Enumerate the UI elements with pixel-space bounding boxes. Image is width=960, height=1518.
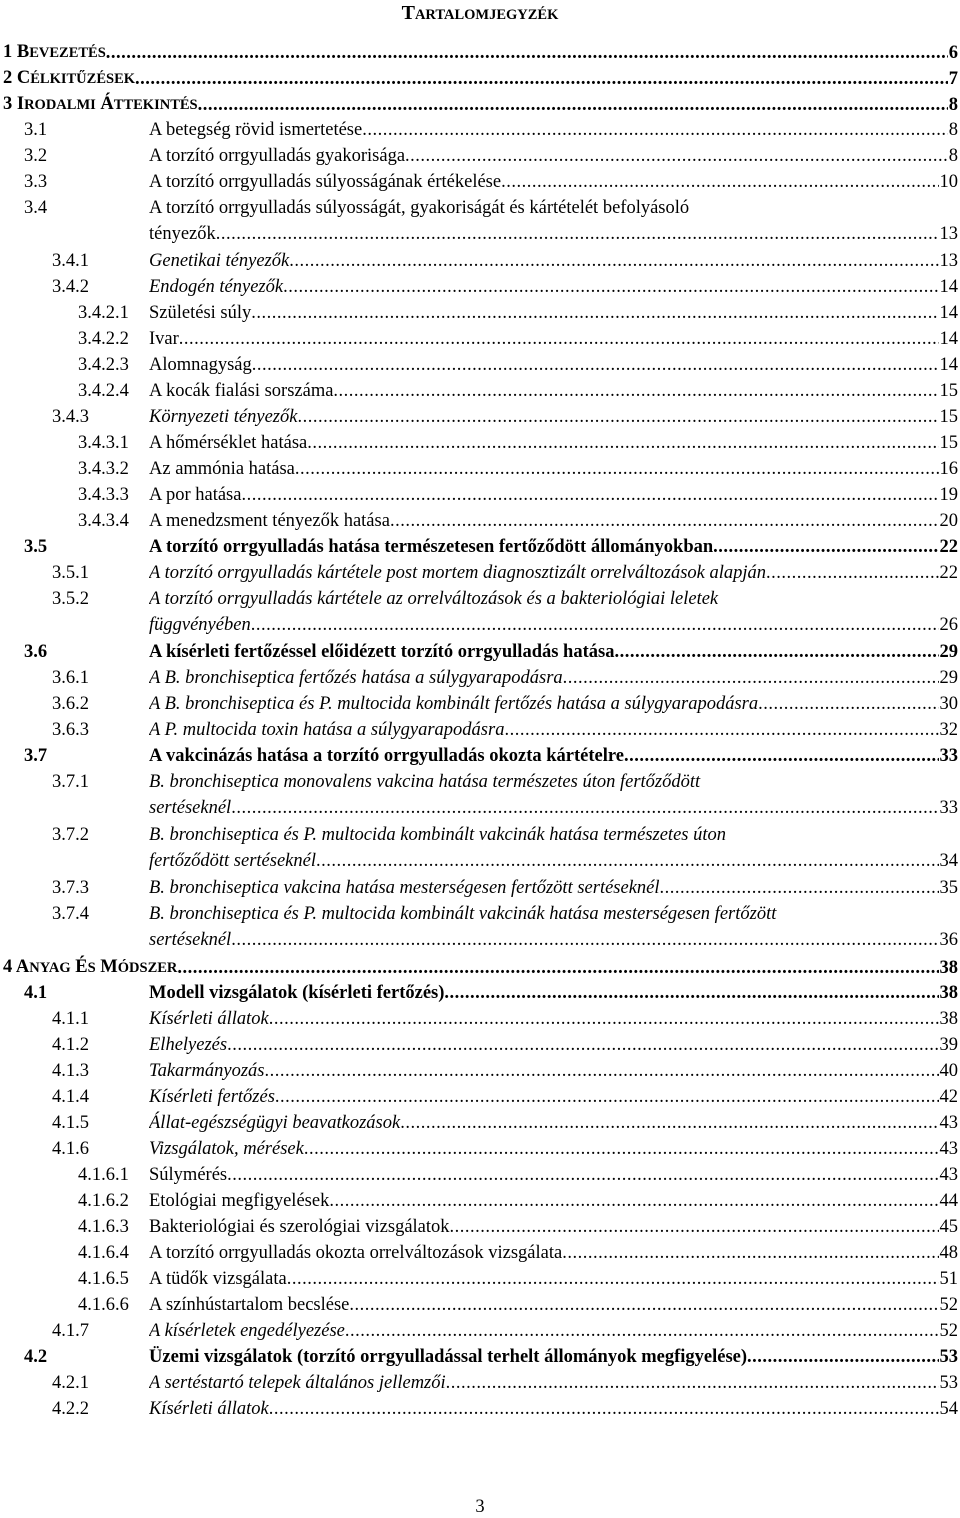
toc-entry-page: 29 (939, 668, 958, 688)
toc-entry-number: 3 (3, 94, 13, 114)
toc-entry-title: Kísérleti fertőzés (149, 1087, 275, 1107)
dot-leader (333, 378, 938, 404)
toc-entry-page: 32 (939, 720, 958, 740)
toc-entry-title: A torzító orrgyulladás hatása természetesen fertőződött állományokban (149, 537, 714, 557)
toc-entry[interactable] (0, 1032, 960, 1058)
toc-entry-number: 4.1.6.1 (78, 1165, 129, 1185)
toc-entry-title: Alomnagyság (149, 355, 252, 375)
toc-entry-page: 34 (939, 851, 958, 871)
dot-leader (660, 875, 939, 901)
dot-leader (562, 1240, 938, 1266)
toc-entry-number: 4.2 (24, 1347, 48, 1367)
toc-entry-title: A betegség rövid ismertetése (149, 120, 363, 140)
dot-leader (614, 639, 938, 665)
toc-entry-number: 3.6.2 (52, 694, 89, 714)
toc-entry-number: 1 (3, 42, 13, 62)
toc-entry-number: 4.1.6.2 (78, 1191, 129, 1211)
toc-entry-title: Bakteriológiai és szerológiai vizsgálatok (149, 1217, 450, 1237)
dot-leader (766, 560, 938, 586)
toc-entry-title: Etológiai megfigyelések (149, 1191, 330, 1211)
toc-entry-title: A torzító orrgyulladás gyakorisága (149, 146, 406, 166)
toc-entry-page: 39 (939, 1035, 958, 1055)
toc-entry-title (3, 91, 198, 118)
toc-entry-title: A színhústartalom becslése (149, 1295, 350, 1315)
dot-leader (241, 482, 938, 508)
toc-entry-title: Az ammónia hatása (149, 459, 295, 479)
toc-entry[interactable] (0, 1266, 960, 1292)
toc-entry-title: A kísérletek engedélyezése (149, 1321, 345, 1341)
toc-entry-title: sertéseknél (149, 930, 232, 950)
dot-leader (231, 795, 938, 821)
toc-entry-number: 3.7.1 (52, 772, 89, 792)
toc-entry-page: 51 (939, 1269, 958, 1289)
toc-entry-title: tényezők (149, 224, 216, 244)
dot-leader (287, 1266, 939, 1292)
toc-entry-page: 19 (939, 485, 958, 505)
toc-entry-title: A vakcinázás hatása a torzító orrgyulladás okozta kártételre (149, 746, 624, 766)
toc-entry[interactable] (0, 586, 960, 639)
toc-entry-number: 3.1 (24, 120, 48, 140)
toc-entry-page: 13 (939, 224, 958, 244)
dot-leader (747, 1344, 938, 1370)
dot-leader (329, 1188, 938, 1214)
toc-entry-page: 30 (939, 694, 958, 714)
toc-entry[interactable] (0, 1292, 960, 1318)
dot-leader (283, 274, 938, 300)
toc-entry-title (3, 954, 177, 981)
dot-leader (405, 143, 948, 169)
dot-leader (106, 40, 948, 66)
toc-entry[interactable] (0, 117, 960, 143)
toc-entry-number: 4.1.7 (52, 1321, 89, 1341)
toc-entry-title-text: ANYAG ÉS MÓDSZER (15, 957, 178, 977)
toc-entry-page: 45 (939, 1217, 958, 1237)
toc-entry-number: 3.4.3 (52, 407, 89, 427)
toc-entry-page: 10 (939, 172, 958, 192)
dot-leader (179, 326, 939, 352)
toc-entry-page: 43 (939, 1139, 958, 1159)
dot-leader (231, 927, 938, 953)
toc-entry-number: 4.2.1 (52, 1373, 89, 1393)
toc-entry-number: 3.6.3 (52, 720, 89, 740)
page-title: TARTALOMJEGYZÉK (401, 2, 559, 24)
toc-entry-page: 36 (939, 930, 958, 950)
dot-leader (177, 955, 938, 981)
dot-leader (269, 1006, 939, 1032)
toc-entry[interactable] (0, 1084, 960, 1110)
toc-entry-title-text: BEVEZETÉS (16, 42, 106, 62)
toc-entry-number: 3.4.2 (52, 277, 89, 297)
toc-entry-title: A P. multocida toxin hatása a súlygyarapodásra (149, 720, 505, 740)
toc-entry-page: 48 (939, 1243, 958, 1263)
toc-entry[interactable] (0, 430, 960, 456)
dot-leader (758, 691, 938, 717)
toc-entry[interactable] (0, 1240, 960, 1266)
toc-entry-number: 3.2 (24, 146, 48, 166)
toc-entry-page: 6 (948, 43, 958, 63)
toc-entry-number: 4.1.6.6 (78, 1295, 129, 1315)
toc-entry[interactable] (0, 1188, 960, 1214)
toc-entry-number: 4.1.6.3 (78, 1217, 129, 1237)
toc-entry-number: 3.5 (24, 537, 48, 557)
toc-entry-title: sertéseknél (149, 798, 232, 818)
toc-entry-title: A torzító orrgyulladás okozta orrelváltozások vizsgálata (149, 1243, 563, 1263)
toc-entry-title: A torzító orrgyulladás súlyosságát, gyakoriságát és kártételét befolyásoló (149, 198, 690, 218)
dot-leader (362, 117, 948, 143)
toc-entry-page: 53 (939, 1347, 958, 1367)
toc-entry[interactable] (0, 639, 960, 665)
toc-entry-title-text: IRODALMI ÁTTEKINTÉS (16, 94, 198, 114)
toc-entry-title: A torzító orrgyulladás súlyosságának értékelése (149, 172, 502, 192)
toc-entry-title: fertőződött sertéseknél (149, 851, 316, 871)
dot-leader (307, 430, 938, 456)
toc-entry-title (3, 39, 106, 66)
toc-entry-page: 13 (939, 251, 958, 271)
toc-entry-number: 4.2.2 (52, 1399, 89, 1419)
toc-entry-number: 3.4.3.4 (78, 511, 129, 531)
toc-entry-number: 3.4.3.2 (78, 459, 129, 479)
toc-entry-page: 43 (939, 1113, 958, 1133)
toc-entry[interactable] (0, 822, 960, 875)
toc-entry-title: Endogén tényezők (149, 277, 284, 297)
toc-entry[interactable] (0, 1058, 960, 1084)
toc-entry[interactable] (0, 1370, 960, 1396)
toc-entry[interactable] (0, 404, 960, 430)
toc-entry[interactable] (0, 691, 960, 717)
toc-entry-page: 29 (939, 642, 958, 662)
toc-entry[interactable] (0, 1318, 960, 1344)
dot-leader (349, 1292, 938, 1318)
toc-entry[interactable] (0, 560, 960, 586)
toc-entry-number: 4.1.6.5 (78, 1269, 129, 1289)
toc-entry-title: A torzító orrgyulladás kártétele post mortem diagnosztizált orrelváltozások alapján (149, 563, 767, 583)
toc-entry[interactable] (0, 300, 960, 326)
dot-leader (390, 508, 939, 534)
toc-entry-number: 4.1.1 (52, 1009, 89, 1029)
dot-leader (227, 1162, 938, 1188)
toc-entry-title: Takarmányozás (149, 1061, 265, 1081)
toc-entry-title: B. bronchiseptica monovalens vakcina hatása természetes úton fertőződött (149, 772, 701, 792)
toc-entry[interactable] (0, 1006, 960, 1032)
toc-entry-page: 15 (939, 381, 958, 401)
dot-leader (269, 1396, 939, 1422)
toc-entry-page: 40 (939, 1061, 958, 1081)
toc-entry-page: 38 (939, 1009, 958, 1029)
toc-entry[interactable] (0, 1344, 960, 1370)
toc-entry[interactable] (0, 378, 960, 404)
dot-leader (450, 1214, 939, 1240)
dot-leader (316, 848, 939, 874)
toc-entry[interactable] (0, 901, 960, 954)
toc-entry[interactable] (0, 326, 960, 352)
toc-entry[interactable] (0, 1162, 960, 1188)
dot-leader (624, 743, 939, 769)
toc-entry-number: 3.7.2 (52, 825, 89, 845)
dot-leader (295, 456, 939, 482)
toc-entry-page: 43 (939, 1165, 958, 1185)
toc-entry-number: 3.4 (24, 198, 48, 218)
toc-entry-number: 3.6 (24, 642, 48, 662)
toc-entry-title: B. bronchiseptica és P. multocida kombinált vakcinák hatása mesterségesen fertőzött (149, 904, 777, 924)
dot-leader (444, 980, 938, 1006)
toc-entry[interactable] (0, 456, 960, 482)
toc-entry-title: A torzító orrgyulladás kártétele az orrelváltozások és a bakteriológiai leletek (149, 589, 719, 609)
toc-entry[interactable] (0, 743, 960, 769)
toc-entry-page: 14 (939, 329, 958, 349)
toc-entry-number: 3.5.2 (52, 589, 89, 609)
toc-entry-page: 8 (948, 146, 958, 166)
toc-entry[interactable] (0, 1136, 960, 1162)
toc-entry-title: Vizsgálatok, mérések (149, 1139, 304, 1159)
dot-leader (289, 248, 938, 274)
toc-entry-number: 3.4.2.3 (78, 355, 129, 375)
toc-entry-page: 8 (948, 95, 958, 115)
toc-entry-number: 4.1.4 (52, 1087, 89, 1107)
toc-entry-number: 3.4.2.4 (78, 381, 129, 401)
toc-entry[interactable] (0, 65, 960, 91)
toc-entry-title-text: CÉLKITŰZÉSEK (16, 68, 136, 88)
toc-entry-number: 4.1.2 (52, 1035, 89, 1055)
toc-entry-page: 38 (939, 958, 958, 978)
toc-entry-page: 14 (939, 355, 958, 375)
toc-entry-number: 3.7.3 (52, 878, 89, 898)
toc-entry-page: 52 (939, 1295, 958, 1315)
toc-entry-title: Modell vizsgálatok (kísérleti fertőzés) (149, 983, 445, 1003)
toc-entry[interactable] (0, 717, 960, 743)
toc-entry-number: 3.4.2.1 (78, 303, 129, 323)
toc-entry-title: Kísérleti állatok (149, 1009, 269, 1029)
toc-entry-title: A por hatása (149, 485, 242, 505)
toc-entry-title: A B. bronchiseptica és P. multocida kombinált fertőzés hatása a súlygyarapodásra (149, 694, 759, 714)
table-of-contents (0, 39, 960, 1422)
toc-entry[interactable] (0, 274, 960, 300)
toc-entry-page: 7 (948, 69, 958, 89)
toc-entry-number: 3.4.1 (52, 251, 89, 271)
toc-entry-number: 3.6.1 (52, 668, 89, 688)
toc-entry[interactable] (0, 482, 960, 508)
toc-entry-page: 54 (939, 1399, 958, 1419)
toc-entry[interactable] (0, 39, 960, 65)
toc-entry-page: 42 (939, 1087, 958, 1107)
toc-entry[interactable] (0, 1110, 960, 1136)
toc-entry-title: A kísérleti fertőzéssel előidézett torzító orrgyulladás hatása (149, 642, 615, 662)
toc-entry-page: 22 (939, 563, 958, 583)
toc-entry[interactable] (0, 954, 960, 980)
toc-entry[interactable] (0, 980, 960, 1006)
toc-entry-page: 8 (948, 120, 958, 140)
toc-entry[interactable] (0, 1214, 960, 1240)
toc-entry[interactable] (0, 769, 960, 822)
dot-leader (345, 1318, 939, 1344)
dot-leader (198, 92, 948, 118)
toc-entry-number: 4 (3, 957, 13, 977)
dot-leader (563, 665, 939, 691)
toc-entry-title: B. bronchiseptica vakcina hatása mesterségesen fertőzött sertéseknél (149, 878, 660, 898)
toc-entry-page: 16 (939, 459, 958, 479)
dot-leader (216, 221, 939, 247)
dot-leader (446, 1370, 939, 1396)
toc-entry-page: 52 (939, 1321, 958, 1341)
toc-entry[interactable] (0, 143, 960, 169)
toc-entry-title: Elhelyezés (149, 1035, 228, 1055)
toc-entry-page: 26 (939, 615, 958, 635)
toc-entry[interactable] (0, 665, 960, 691)
toc-entry-number: 4.1.6 (52, 1139, 89, 1159)
toc-entry-title: Állat-egészségügyi beavatkozások (149, 1113, 401, 1133)
toc-entry-title (3, 65, 135, 92)
toc-entry-page: 14 (939, 277, 958, 297)
toc-entry-number: 3.7 (24, 746, 48, 766)
toc-entry-number: 3.4.3.3 (78, 485, 129, 505)
toc-entry-number: 4.1.6.4 (78, 1243, 129, 1263)
toc-entry-title: Súlymérés (149, 1165, 228, 1185)
dot-leader (297, 404, 938, 430)
toc-entry-title: A sertéstartó telepek általános jellemzői (149, 1373, 446, 1393)
toc-entry-page: 15 (939, 407, 958, 427)
toc-entry-page: 44 (939, 1191, 958, 1211)
toc-entry-title: A menedzsment tényezők hatása (149, 511, 390, 531)
toc-entry-page: 38 (939, 983, 958, 1003)
toc-entry-number: 4.1 (24, 983, 48, 1003)
toc-entry-page: 35 (939, 878, 958, 898)
toc-entry[interactable] (0, 352, 960, 378)
dot-leader (252, 352, 939, 378)
dot-leader (400, 1110, 938, 1136)
toc-entry-title: Üzemi vizsgálatok (torzító orrgyulladással terhelt állományok megfigyelése) (149, 1347, 748, 1367)
page-number: 3 (475, 1497, 485, 1517)
dot-leader (264, 1058, 938, 1084)
toc-entry[interactable] (0, 248, 960, 274)
toc-entry-number: 3.4.3.1 (78, 433, 129, 453)
toc-entry-page: 14 (939, 303, 958, 323)
toc-entry-page: 20 (939, 511, 958, 531)
dot-leader (504, 717, 938, 743)
toc-entry-title: B. bronchiseptica és P. multocida kombinált vakcinák hatása természetes úton (149, 825, 726, 845)
toc-entry[interactable] (0, 169, 960, 195)
toc-entry-number: 4.1.5 (52, 1113, 89, 1133)
dot-leader (227, 1032, 938, 1058)
toc-entry-page: 15 (939, 433, 958, 453)
toc-entry-title: függvényében (149, 615, 251, 635)
dot-leader (304, 1136, 939, 1162)
toc-entry-title: Környezeti tényezők (149, 407, 298, 427)
dot-leader (501, 169, 938, 195)
dot-leader (713, 534, 938, 560)
toc-entry-number: 4.1.3 (52, 1061, 89, 1081)
toc-entry-title: A tüdők vizsgálata (149, 1269, 287, 1289)
toc-entry-number: 3.7.4 (52, 904, 89, 924)
dot-leader (251, 300, 938, 326)
toc-entry[interactable] (0, 91, 960, 117)
toc-entry[interactable] (0, 195, 960, 248)
toc-entry[interactable] (0, 534, 960, 560)
toc-entry-number: 2 (3, 68, 13, 88)
toc-entry-page: 33 (939, 798, 958, 818)
toc-entry-number: 3.3 (24, 172, 48, 192)
toc-entry-title: Kísérleti állatok (149, 1399, 269, 1419)
toc-entry-title: Ivar (149, 329, 179, 349)
toc-entry-title: A hőmérséklet hatása (149, 433, 308, 453)
toc-entry-title: Születési súly (149, 303, 252, 323)
toc-entry[interactable] (0, 875, 960, 901)
toc-entry-page: 53 (939, 1373, 958, 1393)
dot-leader (135, 66, 948, 92)
toc-entry-page: 22 (939, 537, 958, 557)
dot-leader (251, 612, 939, 638)
toc-entry[interactable] (0, 1396, 960, 1422)
toc-entry-title: A B. bronchiseptica fertőzés hatása a súlygyarapodásra (149, 668, 563, 688)
dot-leader (275, 1084, 939, 1110)
toc-entry-page: 33 (939, 746, 958, 766)
toc-entry-title: A kocák fialási sorszáma (149, 381, 334, 401)
toc-entry-number: 3.4.2.2 (78, 329, 129, 349)
toc-entry[interactable] (0, 508, 960, 534)
toc-entry-title: Genetikai tényezők (149, 251, 290, 271)
toc-entry-number: 3.5.1 (52, 563, 89, 583)
